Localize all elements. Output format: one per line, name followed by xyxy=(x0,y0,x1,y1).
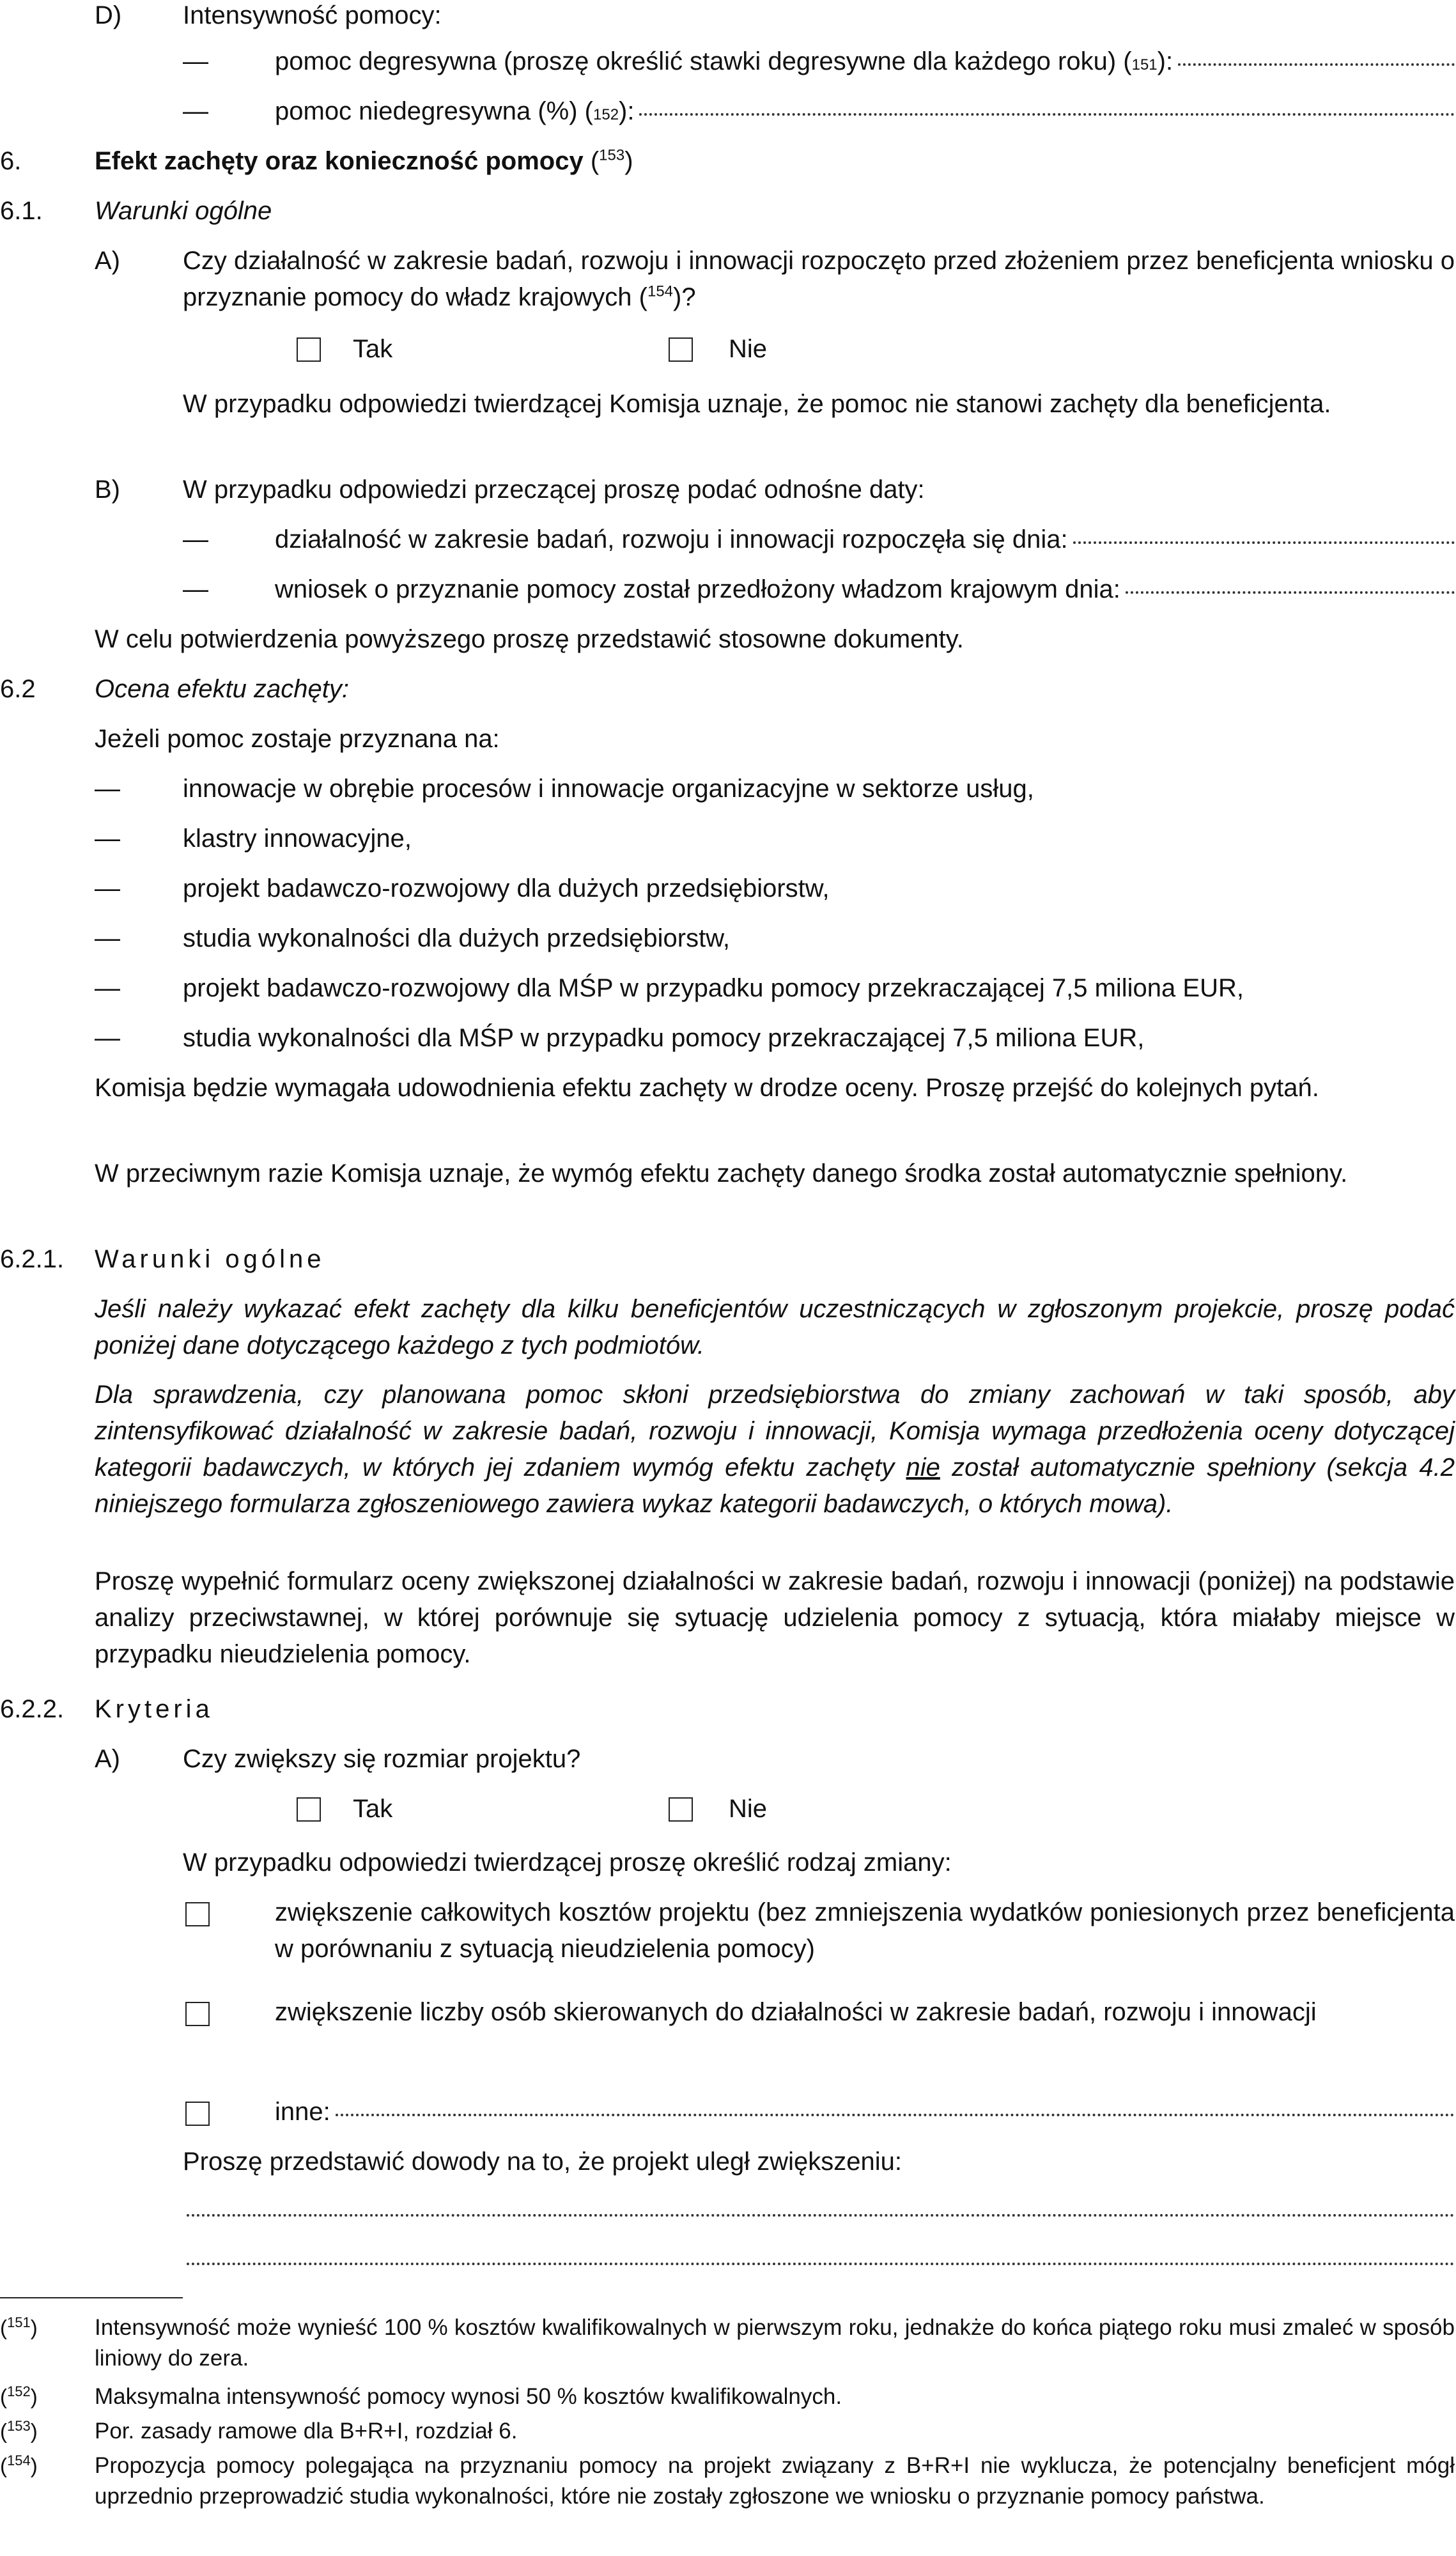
section-6-2-2-number: 6.2.2. xyxy=(0,1695,65,1723)
dash-bullet: — xyxy=(183,47,208,75)
footnote-number: ($^{154}$) xyxy=(0,2452,38,2477)
section-6-1-a-label: A) xyxy=(95,247,120,275)
dash-bullet: — xyxy=(183,97,208,125)
footnote-number: ($^{151}$) xyxy=(0,2314,38,2339)
footnote-number: ($^{153}$) xyxy=(0,2418,38,2443)
footnote-ref-154[interactable]: 154 xyxy=(647,283,674,300)
section-d-label: D) xyxy=(95,1,122,29)
nie-checkbox[interactable] xyxy=(669,337,693,362)
evidence-prompt: Proszę przedstawić dowody na to, że projekt uległ zwiększeniu: xyxy=(183,2148,902,2176)
dash-bullet: — xyxy=(95,775,120,803)
nie-checkbox[interactable] xyxy=(669,1797,693,1822)
section-6-1-b-label: B) xyxy=(95,476,120,504)
nie-label: Nie xyxy=(729,335,768,363)
option-checkbox-total-costs[interactable] xyxy=(185,1902,210,1926)
tak-checkbox[interactable] xyxy=(297,337,321,362)
dash-bullet: — xyxy=(183,525,208,554)
footnote-ref-153[interactable]: 153 xyxy=(599,146,625,164)
footnote-num-153: 153 xyxy=(7,2418,31,2434)
footnote-separator xyxy=(0,2297,183,2298)
section-6-2-1-paragraph-2 xyxy=(95,1377,1455,1522)
section-6-2-paragraph-1: Komisja będzie wymagała udowodnienia efektu zachęty w drodze oceny. Proszę przejść do kolejnych pytań. xyxy=(95,1074,1319,1102)
dash-bullet: — xyxy=(95,874,120,902)
footnote-num-152: 152 xyxy=(7,2383,31,2399)
underlined-nie: nie xyxy=(906,1453,940,1482)
non-degressive-aid-tail: ): xyxy=(619,97,635,125)
dotted-fill xyxy=(1178,63,1455,66)
question-tail: )? xyxy=(673,283,696,311)
section-6-1-a-note: W przypadku odpowiedzi twierdzącej Komisja uznaje, że pomoc nie stanowi zachęty dla beneficjenta. xyxy=(183,390,1331,418)
nie-label: Nie xyxy=(729,1795,768,1823)
list-item: studia wykonalności dla MŚP w przypadku pomocy przekraczającej 7,5 miliona EUR, xyxy=(183,1024,1145,1052)
tak-label: Tak xyxy=(353,335,393,363)
footnote-152: Maksymalna intensywność pomocy wynosi 50 % kosztów kwalifikowalnych. xyxy=(95,2384,842,2409)
section-6-1-b-text: W przypadku odpowiedzi przeczącej proszę podać odnośne daty: xyxy=(183,476,925,504)
application-date-text: wniosek o przyznanie pomocy został przedłożony władzom krajowym dnia: xyxy=(275,575,1120,603)
section-6-2-number: 6.2 xyxy=(0,675,36,703)
footnote-number: ($^{152}$) xyxy=(0,2383,38,2408)
section-6-number: 6. xyxy=(0,147,22,175)
list-item: innowacje w obrębie procesów i innowacje organizacyjne w sektorze usług, xyxy=(183,775,1034,803)
list-item: studia wykonalności dla dużych przedsiębiorstw, xyxy=(183,924,730,952)
dash-bullet: — xyxy=(95,974,120,1002)
non-degressive-aid-fill-line[interactable]: pomoc niedegresywna (%) ( 152 ): xyxy=(275,93,1455,129)
dash-bullet: — xyxy=(95,924,120,952)
section-6-2-paragraph-2: W przeciwnym razie Komisja uznaje, że wymóg efektu zachęty danego środka został automatycznie spełniony. xyxy=(95,1159,1348,1188)
non-degressive-aid-text: pomoc niedegresywna (%) ( xyxy=(275,97,593,125)
section-6-2-2-title: Kryteria xyxy=(95,1695,213,1723)
section-6-2-2-a-question: Czy zwiększy się rozmiar projektu? xyxy=(183,1745,581,1773)
paragraph-text: Dla sprawdzenia, czy planowana pomoc skłoni przedsiębiorstwa do zmiany zachowań w taki sposób, aby zintensyfikować działalność w zakresie badań, rozwoju i innowacji, Komisja wymaga przedłożenia oceny dotyczącej kategorii badawczych, w których jej zdaniem wymóg efektu zachęty xyxy=(95,1381,1455,1482)
question-text: Czy działalność w zakresie badań, rozwoju i innowacji rozpoczęto przed złożeniem przez beneficjenta wniosku o przyznanie pomocy do władz krajowych ( xyxy=(183,247,1455,311)
section-6-1-a-question xyxy=(183,243,1455,316)
section-6-title-text: Efekt zachęty oraz konieczność pomocy xyxy=(95,147,584,175)
section-6-2-1-paragraph-1: Jeśli należy wykazać efekt zachęty dla kilku beneficjentów uczestniczących w zgłoszonym projekcie, proszę podać poniżej dane dotyczącego każdego z tych podmiotów. xyxy=(95,1295,1455,1359)
dotted-fill xyxy=(639,113,1455,116)
evidence-fill-line-1[interactable] xyxy=(187,2214,1455,2217)
section-d-title: Intensywność pomocy: xyxy=(183,1,442,29)
footnote-num-151: 151 xyxy=(7,2314,31,2330)
application-date-fill-line[interactable] xyxy=(275,571,1455,607)
section-6-2-1-number: 6.2.1. xyxy=(0,1245,65,1273)
list-item: projekt badawczo-rozwojowy dla MŚP w przypadku pomocy przekraczającej 7,5 miliona EUR, xyxy=(183,974,1244,1002)
dash-bullet: — xyxy=(95,1024,120,1052)
section-6-1-number: 6.1. xyxy=(0,197,43,225)
paragraph-text-tail: został automatycznie spełniony (sekcja 4.2 niniejszego formularza zgłoszeniowego zawiera wykaz kategorii badawczych, o których mowa). xyxy=(95,1453,1455,1518)
option-other-label: inne: xyxy=(275,2098,330,2126)
tak-checkbox[interactable] xyxy=(297,1797,321,1822)
dotted-fill xyxy=(1073,541,1455,544)
section-6-2-title: Ocena efektu zachęty: xyxy=(95,675,350,703)
rd-start-date-text: działalność w zakresie badań, rozwoju i innowacji rozpoczęła się dnia: xyxy=(275,525,1068,554)
tak-label: Tak xyxy=(353,1795,393,1823)
dotted-fill xyxy=(336,2114,1455,2116)
rd-start-date-fill-line[interactable] xyxy=(275,522,1455,557)
section-6-2-1-paragraph-3: Proszę wypełnić formularz oceny zwiększonej działalności w zakresie badań, rozwoju i innowacji (poniżej) na podstawie analizy przeciwstawnej, w której porównuje się sytuację udzielenia pomocy z sytuacją, która miałaby miejsce w przypadku nieudzielenia pomocy. xyxy=(95,1567,1455,1668)
section-6-2-1-title: Warunki ogólne xyxy=(95,1245,325,1273)
footnote-151: Intensywność może wynieść 100 % kosztów kwalifikowalnych w pierwszym roku, jednakże do końca piątego roku musi zmaleć w sposób liniowy do zera. xyxy=(95,2315,1455,2371)
evidence-fill-line-2[interactable] xyxy=(187,2263,1455,2265)
option-staff: zwiększenie liczby osób skierowanych do działalności w zakresie badań, rozwoju i innowacji xyxy=(275,1998,1317,2026)
section-6-2-2-a-label: A) xyxy=(95,1745,120,1773)
degressive-aid-fill-line[interactable]: pomoc degresywna (proszę określić stawki degresywne dla każdego roku) ( 151 ): xyxy=(275,43,1455,79)
degressive-aid-text: pomoc degresywna (proszę określić stawki degresywne dla każdego roku) ( xyxy=(275,47,1132,75)
option-checkbox-other[interactable] xyxy=(185,2102,210,2126)
dash-bullet: — xyxy=(183,575,208,603)
option-other-fill-line[interactable] xyxy=(275,2094,1455,2130)
section-6-1-title: Warunki ogólne xyxy=(95,197,272,225)
degressive-aid-tail: ): xyxy=(1157,47,1173,75)
section-6-2-intro: Jeżeli pomoc zostaje przyznana na: xyxy=(95,725,500,753)
footnote-154: Propozycja pomocy polegająca na przyznaniu pomocy na projekt związany z B+R+I nie wyklucza, że potencjalny beneficjent mógł uprzednio przeprowadzić studia wykonalności, które nie zostały zgłoszone we wniosku o przyznanie pomocy państwa. xyxy=(95,2453,1455,2509)
option-checkbox-staff[interactable] xyxy=(185,2002,210,2026)
confirmation-text: W celu potwierdzenia powyższego proszę przedstawić stosowne dokumenty. xyxy=(95,625,964,653)
dash-bullet: — xyxy=(95,825,120,853)
list-item: klastry innowacyjne, xyxy=(183,825,412,853)
footnote-num-154: 154 xyxy=(7,2452,31,2468)
change-type-intro: W przypadku odpowiedzi twierdzącej proszę określić rodzaj zmiany: xyxy=(183,1848,952,1877)
section-6-title: Efekt zachęty oraz konieczność pomocy ($^{153}$) xyxy=(95,146,633,175)
option-total-costs: zwiększenie całkowitych kosztów projektu (bez zmniejszenia wydatków poniesionych przez beneficjenta w porównaniu z sytuacją nieudzielenia pomocy) xyxy=(275,1898,1455,1963)
dotted-fill xyxy=(1126,591,1455,594)
list-item: projekt badawczo-rozwojowy dla dużych przedsiębiorstw, xyxy=(183,874,830,902)
footnote-153: Por. zasady ramowe dla B+R+I, rozdział 6. xyxy=(95,2419,518,2444)
